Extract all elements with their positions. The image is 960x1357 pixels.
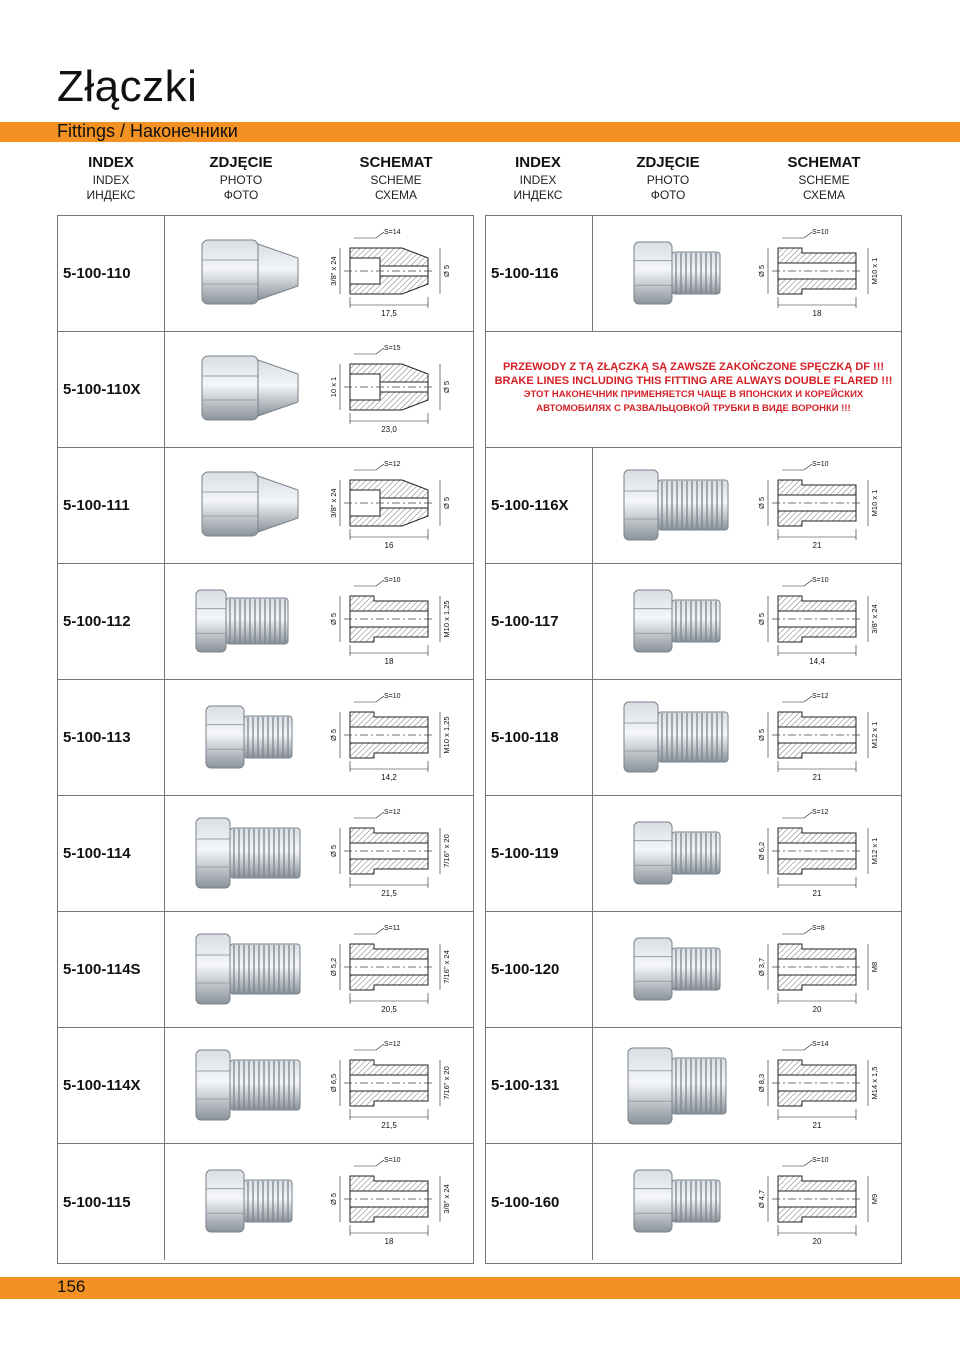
part-index: 5-100-111 (63, 497, 130, 514)
scheme-cell (320, 458, 460, 559)
fitting-photo (182, 808, 322, 900)
scheme-cell (320, 342, 460, 443)
footer-band (0, 1277, 960, 1299)
scheme-s-label: S=10 (812, 1157, 829, 1164)
scheme-left-label: Ø 5 (757, 264, 766, 278)
scheme-length-label: 16 (384, 541, 394, 550)
scheme-s-label: S=12 (384, 809, 401, 816)
scheme-s-label: S=10 (384, 577, 401, 584)
scheme-s-label: S=10 (812, 229, 829, 236)
header-index-ru: ИНДЕКС (86, 188, 136, 202)
scheme-left-label: Ø 5 (329, 728, 338, 742)
table-row (58, 680, 473, 796)
fitting-photo (610, 692, 750, 784)
scheme-s-label: S=15 (384, 345, 401, 352)
fitting-scheme (320, 226, 460, 322)
scheme-length-label: 20,5 (381, 1005, 397, 1014)
part-index: 5-100-119 (491, 845, 559, 862)
page-subtitle: Fittings / Наконечники (57, 121, 238, 141)
scheme-cell (748, 690, 888, 791)
column-divider (592, 448, 593, 563)
scheme-cell (748, 806, 888, 907)
column-divider (592, 216, 593, 331)
header-photo-left (186, 154, 296, 202)
header-photo-ru: ФОТО (223, 188, 259, 202)
header-scheme-right (769, 154, 879, 202)
header-photo-pl: ZDJĘCIE (636, 154, 700, 171)
part-index: 5-100-160 (491, 1193, 560, 1211)
scheme-s-label: S=14 (384, 229, 401, 236)
scheme-length-label: 18 (812, 309, 822, 318)
warning-line: ЭТОТ НАКОНЕЧНИК ПРИМЕНЯЕТСЯ ЧАЩЕ В ЯПОНСКИХ И КОРЕЙСКИХ (523, 389, 864, 400)
scheme-s-label: S=10 (384, 1157, 401, 1164)
header-scheme-pl: SCHEMAT (359, 154, 433, 171)
table-row (58, 1028, 473, 1144)
scheme-s-label: S=10 (384, 693, 401, 700)
fitting-scheme (320, 1038, 460, 1134)
header-index-en: INDEX (92, 173, 130, 187)
fitting-photo (610, 924, 750, 1016)
scheme-right-label: Ø 5 (442, 496, 451, 510)
fitting-photo (610, 576, 750, 668)
fitting-photo (610, 460, 750, 552)
table-row (58, 448, 473, 564)
fittings-table-left (57, 215, 474, 1264)
scheme-cell (320, 690, 460, 791)
scheme-s-label: S=12 (384, 1041, 401, 1048)
scheme-left-label: Ø 3,7 (757, 957, 766, 977)
column-divider (164, 564, 165, 679)
table-row (58, 332, 473, 448)
part-index: 5-100-112 (63, 613, 131, 630)
part-index: 5-100-115 (63, 1193, 131, 1211)
fittings-table-right (485, 215, 902, 1264)
column-divider (592, 796, 593, 911)
photo-cell (182, 1040, 322, 1137)
table-row (486, 216, 901, 332)
scheme-left-label: Ø 5 (757, 728, 766, 742)
scheme-s-label: S=10 (812, 577, 829, 584)
header-index-pl: INDEX (515, 154, 561, 171)
header-scheme-ru: СХЕМА (375, 188, 417, 202)
part-index: 5-100-114S (63, 961, 141, 978)
scheme-cell (748, 922, 888, 1023)
scheme-length-label: 20 (812, 1237, 822, 1246)
scheme-right-label: M10 x 1 (870, 489, 879, 517)
scheme-right-label: M12 x 1 (870, 837, 879, 865)
header-index-right (483, 154, 593, 202)
fitting-photo (610, 1040, 750, 1132)
table-row (486, 448, 901, 564)
fitting-photo (182, 460, 322, 552)
photo-cell (610, 1040, 750, 1137)
scheme-length-label: 23,0 (381, 425, 397, 434)
column-divider (164, 912, 165, 1027)
fitting-scheme (748, 1038, 888, 1134)
scheme-right-label: M10 x 1,25 (442, 600, 451, 638)
column-divider (164, 332, 165, 447)
scheme-length-label: 21 (812, 773, 822, 782)
header-index-left (56, 154, 166, 202)
header-photo-ru: ФОТО (650, 188, 686, 202)
scheme-right-label: M9 (870, 1193, 879, 1205)
table-row (58, 1144, 473, 1260)
part-index: 5-100-120 (491, 961, 560, 978)
scheme-left-label: Ø 5 (329, 1192, 338, 1206)
double-flare-warning (486, 360, 901, 416)
scheme-length-label: 21,5 (381, 889, 397, 898)
header-scheme-pl: SCHEMAT (787, 154, 861, 171)
scheme-right-label: M12 x 1 (870, 721, 879, 749)
photo-cell (182, 576, 322, 673)
column-divider (592, 1028, 593, 1143)
scheme-left-label: Ø 6,5 (329, 1073, 338, 1093)
scheme-cell (320, 226, 460, 327)
scheme-cell (320, 922, 460, 1023)
fitting-photo (182, 1040, 322, 1132)
part-index: 5-100-118 (491, 729, 559, 746)
scheme-length-label: 21 (812, 1121, 822, 1130)
photo-cell (610, 228, 750, 325)
fitting-scheme (748, 690, 888, 786)
scheme-left-label: 3/8" x 24 (329, 488, 338, 518)
table-row (486, 564, 901, 680)
table-row (58, 216, 473, 332)
header-photo-pl: ZDJĘCIE (209, 154, 273, 171)
fitting-photo (182, 1156, 322, 1248)
scheme-s-label: S=14 (812, 1041, 829, 1048)
scheme-s-label: S=12 (384, 461, 401, 468)
fitting-scheme (320, 1154, 460, 1250)
scheme-cell (320, 574, 460, 675)
scheme-length-label: 14,4 (809, 657, 825, 666)
column-divider (164, 1028, 165, 1143)
fitting-scheme (748, 574, 888, 670)
fitting-photo (182, 344, 322, 436)
scheme-cell (748, 458, 888, 559)
scheme-right-label: 7/16" x 20 (442, 1066, 451, 1100)
scheme-cell (748, 574, 888, 675)
part-index: 5-100-117 (491, 613, 559, 630)
part-index: 5-100-114 (63, 845, 131, 862)
scheme-right-label: Ø 5 (442, 380, 451, 394)
header-scheme-en: SCHEME (370, 173, 422, 187)
table-row (486, 796, 901, 912)
scheme-cell (320, 1154, 460, 1255)
fitting-photo (182, 576, 322, 668)
photo-cell (182, 1156, 322, 1253)
scheme-right-label: 7/16" x 24 (442, 950, 451, 984)
header-photo-en: PHOTO (219, 173, 263, 187)
scheme-left-label: Ø 5 (329, 844, 338, 858)
fitting-scheme (320, 458, 460, 554)
scheme-left-label: Ø 5 (757, 496, 766, 510)
table-row (58, 564, 473, 680)
photo-cell (182, 460, 322, 557)
scheme-cell (748, 1038, 888, 1139)
scheme-right-label: Ø 5 (442, 264, 451, 278)
scheme-length-label: 17,5 (381, 309, 397, 318)
scheme-right-label: 7/16" x 20 (442, 834, 451, 868)
column-divider (164, 448, 165, 563)
part-index: 5-100-116X (491, 497, 569, 514)
scheme-right-label: 3/8" x 24 (870, 604, 879, 634)
fitting-scheme (748, 922, 888, 1018)
warning-line: АВТОМОБИЛЯХ С РАЗВАЛЬЦОВКОЙ ТРУБКИ В ВИДЕ ВОРОНКИ !!! (536, 403, 851, 414)
scheme-s-label: S=12 (812, 693, 829, 700)
scheme-left-label: Ø 8,3 (757, 1073, 766, 1093)
scheme-length-label: 21 (812, 541, 822, 550)
scheme-left-label: Ø 5,2 (329, 957, 338, 977)
column-divider (164, 1144, 165, 1260)
scheme-right-label: M14 x 1,5 (870, 1066, 879, 1100)
fitting-photo (610, 808, 750, 900)
table-row (486, 332, 901, 448)
photo-cell (610, 576, 750, 673)
table-row (486, 680, 901, 796)
photo-cell (182, 808, 322, 905)
photo-cell (610, 1156, 750, 1253)
table-row (486, 1144, 901, 1260)
part-index: 5-100-114X (63, 1077, 141, 1094)
fitting-photo (610, 228, 750, 320)
column-divider (592, 912, 593, 1027)
page-title: Złączki (57, 62, 198, 111)
part-index: 5-100-110 (63, 265, 131, 282)
scheme-length-label: 18 (384, 1237, 394, 1246)
column-divider (164, 796, 165, 911)
fitting-scheme (320, 342, 460, 438)
table-row (486, 912, 901, 1028)
fitting-scheme (748, 1154, 888, 1250)
scheme-cell (320, 1038, 460, 1139)
fitting-scheme (748, 226, 888, 322)
scheme-right-label: M10 x 1 (870, 257, 879, 285)
header-scheme-left (341, 154, 451, 202)
photo-cell (610, 692, 750, 789)
scheme-left-label: Ø 5 (757, 612, 766, 626)
warning-line: PRZEWODY Z TĄ ZŁĄCZKĄ SĄ ZAWSZE ZAKOŃCZONE SPĘCZKĄ DF !!! (502, 361, 885, 373)
fitting-scheme (320, 922, 460, 1018)
header-index-pl: INDEX (88, 154, 134, 171)
part-index: 5-100-110X (63, 381, 141, 398)
scheme-length-label: 14,2 (381, 773, 397, 782)
scheme-left-label: Ø 6,2 (757, 841, 766, 861)
header-scheme-ru: СХЕМА (803, 188, 845, 202)
fitting-scheme (748, 458, 888, 554)
fitting-photo (182, 924, 322, 1016)
photo-cell (182, 692, 322, 789)
scheme-length-label: 21,5 (381, 1121, 397, 1130)
scheme-left-label: 10 x 1 (329, 376, 338, 398)
photo-cell (182, 228, 322, 325)
scheme-cell (748, 1154, 888, 1255)
photo-cell (610, 924, 750, 1021)
scheme-cell (320, 806, 460, 907)
part-index: 5-100-131 (491, 1077, 560, 1094)
photo-cell (610, 460, 750, 557)
table-row (58, 796, 473, 912)
scheme-s-label: S=10 (812, 461, 829, 468)
scheme-length-label: 18 (384, 657, 394, 666)
column-divider (592, 680, 593, 795)
photo-cell (610, 808, 750, 905)
column-divider (164, 680, 165, 795)
photo-cell (182, 924, 322, 1021)
table-row (58, 912, 473, 1028)
header-scheme-en: SCHEME (798, 173, 850, 187)
scheme-right-label: 3/8" x 24 (442, 1184, 451, 1214)
photo-cell (182, 344, 322, 441)
header-photo-right (613, 154, 723, 202)
column-divider (592, 564, 593, 679)
scheme-cell (748, 226, 888, 327)
fitting-photo (182, 692, 322, 784)
fitting-scheme (320, 806, 460, 902)
scheme-s-label: S=8 (812, 925, 825, 932)
scheme-left-label: Ø 4,7 (757, 1189, 766, 1209)
page-number: 156 (57, 1277, 86, 1296)
part-index: 5-100-116 (491, 265, 559, 282)
scheme-right-label: M8 (870, 961, 879, 973)
part-index: 5-100-113 (63, 729, 131, 746)
fitting-scheme (320, 690, 460, 786)
header-photo-en: PHOTO (646, 173, 690, 187)
scheme-s-label: S=11 (384, 925, 401, 932)
column-divider (592, 1144, 593, 1260)
table-row (486, 1028, 901, 1144)
scheme-right-label: M10 x 1,25 (442, 716, 451, 754)
scheme-length-label: 21 (812, 889, 822, 898)
warning-line: BRAKE LINES INCLUDING THIS FITTING ARE ALWAYS DOUBLE FLARED !!! (494, 375, 893, 387)
scheme-length-label: 20 (812, 1005, 822, 1014)
fitting-scheme (320, 574, 460, 670)
header-index-ru: ИНДЕКС (513, 188, 563, 202)
fitting-photo (610, 1156, 750, 1248)
scheme-s-label: S=12 (812, 809, 829, 816)
scheme-left-label: Ø 5 (329, 612, 338, 626)
scheme-left-label: 3/8" x 24 (329, 256, 338, 286)
header-index-en: INDEX (519, 173, 557, 187)
fitting-scheme (748, 806, 888, 902)
column-divider (164, 216, 165, 331)
fitting-photo (182, 228, 322, 320)
